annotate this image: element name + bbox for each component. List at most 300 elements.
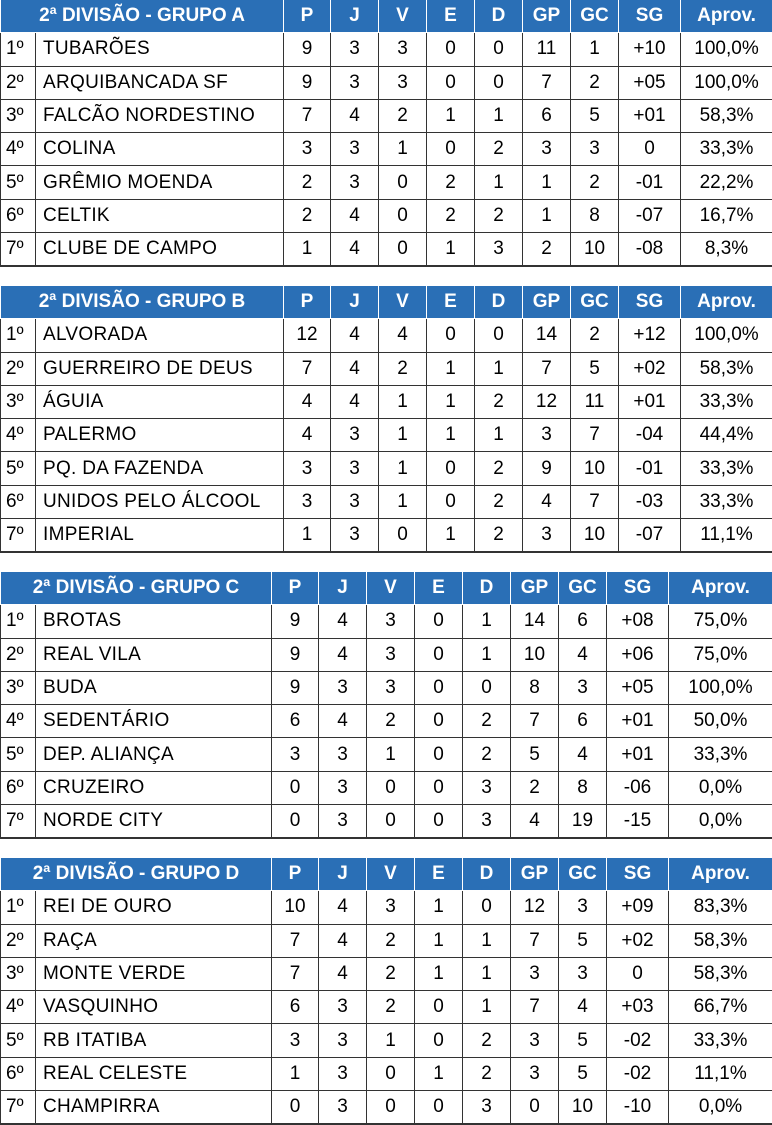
team-name-cell: REI DE OURO bbox=[36, 891, 272, 924]
percentage-cell: 58,3% bbox=[681, 99, 772, 132]
points-cell: 9 bbox=[284, 33, 331, 66]
losses-cell: 2 bbox=[463, 1024, 511, 1057]
goals-for-cell: 8 bbox=[511, 671, 559, 704]
goals-for-cell: 1 bbox=[523, 199, 571, 232]
wins-cell: 3 bbox=[379, 66, 427, 99]
table-row bbox=[1, 319, 772, 352]
goal-diff-cell: -01 bbox=[619, 166, 681, 199]
goal-diff-cell: 0 bbox=[619, 133, 681, 166]
percentage-cell: 75,0% bbox=[669, 638, 772, 671]
losses-cell: 2 bbox=[475, 199, 523, 232]
losses-cell: 2 bbox=[463, 705, 511, 738]
wins-cell: 1 bbox=[379, 385, 427, 418]
losses-cell: 0 bbox=[463, 891, 511, 924]
position-cell: 3º bbox=[1, 385, 36, 418]
team-name-cell: UNIDOS PELO ÁLCOOL bbox=[36, 485, 284, 518]
points-cell: 7 bbox=[284, 352, 331, 385]
goals-against-cell: 19 bbox=[559, 805, 607, 839]
group-b-table-wrap bbox=[0, 286, 772, 553]
draws-cell: 1 bbox=[415, 957, 463, 990]
group-a-table-wrap bbox=[0, 0, 772, 267]
percentage-cell: 58,3% bbox=[681, 352, 772, 385]
col-header-sg: SG bbox=[619, 0, 681, 33]
goals-for-cell: 7 bbox=[523, 352, 571, 385]
goal-diff-cell: -07 bbox=[619, 199, 681, 232]
goals-against-cell: 3 bbox=[559, 891, 607, 924]
games-cell: 4 bbox=[319, 957, 367, 990]
goal-diff-cell: -01 bbox=[619, 452, 681, 485]
percentage-cell: 11,1% bbox=[669, 1057, 772, 1090]
points-cell: 9 bbox=[272, 605, 319, 638]
position-cell: 7º bbox=[1, 805, 36, 839]
games-cell: 4 bbox=[319, 705, 367, 738]
goals-for-cell: 3 bbox=[511, 957, 559, 990]
col-header-gc: GC bbox=[559, 858, 607, 891]
points-cell: 0 bbox=[272, 805, 319, 839]
points-cell: 3 bbox=[272, 738, 319, 771]
games-cell: 3 bbox=[319, 1091, 367, 1125]
draws-cell: 2 bbox=[427, 166, 475, 199]
team-name-cell: REAL CELESTE bbox=[36, 1057, 272, 1090]
goal-diff-cell: -06 bbox=[607, 771, 669, 804]
table-row bbox=[1, 671, 772, 704]
table-row bbox=[1, 771, 772, 804]
group-title: 2ª DIVISÃO - GRUPO D bbox=[1, 858, 272, 891]
table-row bbox=[1, 485, 772, 518]
points-cell: 10 bbox=[272, 891, 319, 924]
losses-cell: 2 bbox=[475, 519, 523, 553]
col-header-sg: SG bbox=[607, 572, 669, 605]
col-header-e: E bbox=[415, 858, 463, 891]
draws-cell: 1 bbox=[415, 1057, 463, 1090]
col-header-d: D bbox=[463, 572, 511, 605]
draws-cell: 0 bbox=[427, 133, 475, 166]
table-row bbox=[1, 605, 772, 638]
position-cell: 6º bbox=[1, 1057, 36, 1090]
team-name-cell: MONTE VERDE bbox=[36, 957, 272, 990]
percentage-cell: 100,0% bbox=[681, 33, 772, 66]
percentage-cell: 16,7% bbox=[681, 199, 772, 232]
games-cell: 3 bbox=[331, 66, 379, 99]
table-row bbox=[1, 1024, 772, 1057]
goal-diff-cell: -03 bbox=[619, 485, 681, 518]
draws-cell: 0 bbox=[427, 66, 475, 99]
percentage-cell: 11,1% bbox=[681, 519, 772, 553]
goals-for-cell: 7 bbox=[511, 991, 559, 1024]
col-header-p: P bbox=[284, 0, 331, 33]
table-row bbox=[1, 385, 772, 418]
games-cell: 4 bbox=[319, 924, 367, 957]
goal-diff-cell: +09 bbox=[607, 891, 669, 924]
col-header-j: J bbox=[319, 858, 367, 891]
team-name-cell: RAÇA bbox=[36, 924, 272, 957]
position-cell: 5º bbox=[1, 166, 36, 199]
losses-cell: 2 bbox=[475, 485, 523, 518]
games-cell: 3 bbox=[319, 1024, 367, 1057]
goal-diff-cell: -08 bbox=[619, 233, 681, 267]
percentage-cell: 33,3% bbox=[669, 1024, 772, 1057]
percentage-cell: 58,3% bbox=[669, 924, 772, 957]
points-cell: 7 bbox=[284, 99, 331, 132]
wins-cell: 0 bbox=[379, 233, 427, 267]
points-cell: 2 bbox=[284, 199, 331, 232]
col-header-sg: SG bbox=[619, 286, 681, 319]
games-cell: 3 bbox=[319, 805, 367, 839]
goal-diff-cell: +03 bbox=[607, 991, 669, 1024]
percentage-cell: 22,2% bbox=[681, 166, 772, 199]
wins-cell: 2 bbox=[367, 705, 415, 738]
goals-against-cell: 11 bbox=[571, 385, 619, 418]
goals-for-cell: 3 bbox=[511, 1057, 559, 1090]
wins-cell: 4 bbox=[379, 319, 427, 352]
points-cell: 7 bbox=[272, 957, 319, 990]
percentage-cell: 33,3% bbox=[681, 385, 772, 418]
position-cell: 5º bbox=[1, 1024, 36, 1057]
col-header-aprov: Aprov. bbox=[681, 0, 772, 33]
position-cell: 3º bbox=[1, 99, 36, 132]
team-name-cell: CHAMPIRRA bbox=[36, 1091, 272, 1125]
team-name-cell: RB ITATIBA bbox=[36, 1024, 272, 1057]
wins-cell: 3 bbox=[367, 891, 415, 924]
wins-cell: 1 bbox=[379, 133, 427, 166]
position-cell: 3º bbox=[1, 957, 36, 990]
goal-diff-cell: +12 bbox=[619, 319, 681, 352]
goals-against-cell: 5 bbox=[559, 1024, 607, 1057]
percentage-cell: 100,0% bbox=[669, 671, 772, 704]
col-header-d: D bbox=[475, 0, 523, 33]
goal-diff-cell: -10 bbox=[607, 1091, 669, 1125]
wins-cell: 3 bbox=[379, 33, 427, 66]
goals-against-cell: 5 bbox=[559, 924, 607, 957]
col-header-v: V bbox=[367, 572, 415, 605]
points-cell: 0 bbox=[272, 1091, 319, 1125]
losses-cell: 2 bbox=[475, 133, 523, 166]
team-name-cell: TUBARÕES bbox=[36, 33, 284, 66]
percentage-cell: 44,4% bbox=[681, 419, 772, 452]
group-title: 2ª DIVISÃO - GRUPO B bbox=[1, 286, 284, 319]
losses-cell: 1 bbox=[463, 924, 511, 957]
goals-against-cell: 8 bbox=[559, 771, 607, 804]
points-cell: 0 bbox=[272, 771, 319, 804]
losses-cell: 1 bbox=[463, 957, 511, 990]
wins-cell: 1 bbox=[367, 738, 415, 771]
goals-for-cell: 14 bbox=[523, 319, 571, 352]
col-header-gc: GC bbox=[559, 572, 607, 605]
col-header-e: E bbox=[427, 0, 475, 33]
position-cell: 7º bbox=[1, 233, 36, 267]
percentage-cell: 33,3% bbox=[669, 738, 772, 771]
table-header-row bbox=[1, 572, 772, 605]
losses-cell: 0 bbox=[463, 671, 511, 704]
wins-cell: 0 bbox=[379, 199, 427, 232]
draws-cell: 0 bbox=[415, 638, 463, 671]
games-cell: 4 bbox=[331, 199, 379, 232]
goals-for-cell: 7 bbox=[523, 66, 571, 99]
games-cell: 4 bbox=[331, 352, 379, 385]
goal-diff-cell: +01 bbox=[607, 705, 669, 738]
position-cell: 3º bbox=[1, 671, 36, 704]
games-cell: 4 bbox=[319, 605, 367, 638]
wins-cell: 2 bbox=[379, 352, 427, 385]
table-row bbox=[1, 891, 772, 924]
games-cell: 4 bbox=[331, 99, 379, 132]
goal-diff-cell: +02 bbox=[607, 924, 669, 957]
games-cell: 4 bbox=[331, 385, 379, 418]
goals-for-cell: 2 bbox=[523, 233, 571, 267]
table-row bbox=[1, 133, 772, 166]
losses-cell: 1 bbox=[475, 352, 523, 385]
points-cell: 4 bbox=[284, 385, 331, 418]
points-cell: 9 bbox=[284, 66, 331, 99]
draws-cell: 0 bbox=[415, 771, 463, 804]
percentage-cell: 8,3% bbox=[681, 233, 772, 267]
wins-cell: 2 bbox=[367, 957, 415, 990]
goals-against-cell: 3 bbox=[571, 133, 619, 166]
wins-cell: 3 bbox=[367, 671, 415, 704]
team-name-cell: GRÊMIO MOENDA bbox=[36, 166, 284, 199]
table-row bbox=[1, 638, 772, 671]
losses-cell: 1 bbox=[463, 991, 511, 1024]
position-cell: 5º bbox=[1, 452, 36, 485]
draws-cell: 0 bbox=[415, 671, 463, 704]
games-cell: 3 bbox=[331, 33, 379, 66]
goals-against-cell: 2 bbox=[571, 66, 619, 99]
percentage-cell: 83,3% bbox=[669, 891, 772, 924]
goal-diff-cell: +10 bbox=[619, 33, 681, 66]
draws-cell: 0 bbox=[415, 738, 463, 771]
games-cell: 3 bbox=[319, 738, 367, 771]
wins-cell: 0 bbox=[367, 1091, 415, 1125]
goals-against-cell: 3 bbox=[559, 671, 607, 704]
games-cell: 3 bbox=[331, 519, 379, 553]
percentage-cell: 58,3% bbox=[669, 957, 772, 990]
wins-cell: 1 bbox=[379, 419, 427, 452]
losses-cell: 3 bbox=[475, 233, 523, 267]
team-name-cell: CLUBE DE CAMPO bbox=[36, 233, 284, 267]
table-row bbox=[1, 199, 772, 232]
wins-cell: 1 bbox=[367, 1024, 415, 1057]
goals-for-cell: 3 bbox=[523, 519, 571, 553]
team-name-cell: REAL VILA bbox=[36, 638, 272, 671]
wins-cell: 3 bbox=[367, 605, 415, 638]
position-cell: 4º bbox=[1, 133, 36, 166]
goals-for-cell: 3 bbox=[523, 419, 571, 452]
goals-for-cell: 5 bbox=[511, 738, 559, 771]
team-name-cell: ÁGUIA bbox=[36, 385, 284, 418]
games-cell: 3 bbox=[319, 991, 367, 1024]
table-body bbox=[1, 33, 772, 267]
table-row bbox=[1, 1091, 772, 1125]
col-header-j: J bbox=[319, 572, 367, 605]
games-cell: 3 bbox=[331, 419, 379, 452]
goals-against-cell: 5 bbox=[571, 99, 619, 132]
games-cell: 4 bbox=[331, 319, 379, 352]
team-name-cell: GUERREIRO DE DEUS bbox=[36, 352, 284, 385]
col-header-gc: GC bbox=[571, 286, 619, 319]
losses-cell: 2 bbox=[475, 452, 523, 485]
col-header-gc: GC bbox=[571, 0, 619, 33]
draws-cell: 2 bbox=[427, 199, 475, 232]
position-cell: 5º bbox=[1, 738, 36, 771]
percentage-cell: 0,0% bbox=[669, 805, 772, 839]
percentage-cell: 33,3% bbox=[681, 485, 772, 518]
goals-against-cell: 5 bbox=[571, 352, 619, 385]
team-name-cell: COLINA bbox=[36, 133, 284, 166]
wins-cell: 0 bbox=[379, 166, 427, 199]
table-header-row bbox=[1, 0, 772, 33]
col-header-gp: GP bbox=[523, 0, 571, 33]
draws-cell: 0 bbox=[415, 991, 463, 1024]
wins-cell: 2 bbox=[367, 991, 415, 1024]
wins-cell: 0 bbox=[367, 805, 415, 839]
wins-cell: 3 bbox=[367, 638, 415, 671]
points-cell: 1 bbox=[272, 1057, 319, 1090]
percentage-cell: 33,3% bbox=[681, 133, 772, 166]
wins-cell: 2 bbox=[379, 99, 427, 132]
table-row bbox=[1, 924, 772, 957]
points-cell: 2 bbox=[284, 166, 331, 199]
goal-diff-cell: +01 bbox=[607, 738, 669, 771]
goals-against-cell: 6 bbox=[559, 705, 607, 738]
standings-table-group-c bbox=[0, 572, 772, 839]
wins-cell: 0 bbox=[379, 519, 427, 553]
losses-cell: 3 bbox=[463, 1091, 511, 1125]
wins-cell: 1 bbox=[379, 485, 427, 518]
col-header-v: V bbox=[379, 286, 427, 319]
losses-cell: 1 bbox=[475, 166, 523, 199]
table-row bbox=[1, 33, 772, 66]
position-cell: 7º bbox=[1, 1091, 36, 1125]
col-header-aprov: Aprov. bbox=[681, 286, 772, 319]
col-header-aprov: Aprov. bbox=[669, 858, 772, 891]
games-cell: 4 bbox=[331, 233, 379, 267]
table-header-row bbox=[1, 286, 772, 319]
table-body bbox=[1, 891, 772, 1125]
losses-cell: 0 bbox=[475, 66, 523, 99]
draws-cell: 1 bbox=[427, 99, 475, 132]
group-c-table-wrap bbox=[0, 572, 772, 839]
position-cell: 1º bbox=[1, 33, 36, 66]
goals-for-cell: 6 bbox=[523, 99, 571, 132]
goal-diff-cell: -02 bbox=[607, 1024, 669, 1057]
position-cell: 2º bbox=[1, 924, 36, 957]
losses-cell: 3 bbox=[463, 805, 511, 839]
position-cell: 1º bbox=[1, 891, 36, 924]
draws-cell: 0 bbox=[427, 485, 475, 518]
team-name-cell: BUDA bbox=[36, 671, 272, 704]
games-cell: 4 bbox=[319, 891, 367, 924]
goals-for-cell: 1 bbox=[523, 166, 571, 199]
col-header-v: V bbox=[367, 858, 415, 891]
col-header-e: E bbox=[415, 572, 463, 605]
goal-diff-cell: +08 bbox=[607, 605, 669, 638]
col-header-j: J bbox=[331, 0, 379, 33]
position-cell: 2º bbox=[1, 638, 36, 671]
goals-for-cell: 9 bbox=[523, 452, 571, 485]
team-name-cell: VASQUINHO bbox=[36, 991, 272, 1024]
wins-cell: 2 bbox=[367, 924, 415, 957]
col-header-gp: GP bbox=[511, 572, 559, 605]
draws-cell: 0 bbox=[427, 33, 475, 66]
losses-cell: 1 bbox=[475, 419, 523, 452]
goal-diff-cell: +01 bbox=[619, 385, 681, 418]
table-row bbox=[1, 233, 772, 267]
draws-cell: 0 bbox=[427, 452, 475, 485]
position-cell: 4º bbox=[1, 419, 36, 452]
goals-for-cell: 10 bbox=[511, 638, 559, 671]
draws-cell: 0 bbox=[415, 605, 463, 638]
table-row bbox=[1, 957, 772, 990]
draws-cell: 0 bbox=[415, 1024, 463, 1057]
games-cell: 3 bbox=[319, 771, 367, 804]
goals-for-cell: 4 bbox=[523, 485, 571, 518]
goals-against-cell: 7 bbox=[571, 419, 619, 452]
goals-for-cell: 3 bbox=[523, 133, 571, 166]
col-header-d: D bbox=[475, 286, 523, 319]
points-cell: 3 bbox=[284, 452, 331, 485]
draws-cell: 1 bbox=[415, 891, 463, 924]
table-row bbox=[1, 452, 772, 485]
points-cell: 9 bbox=[272, 638, 319, 671]
draws-cell: 0 bbox=[415, 705, 463, 738]
goal-diff-cell: -04 bbox=[619, 419, 681, 452]
goals-against-cell: 4 bbox=[559, 991, 607, 1024]
team-name-cell: BROTAS bbox=[36, 605, 272, 638]
goals-for-cell: 4 bbox=[511, 805, 559, 839]
draws-cell: 1 bbox=[427, 233, 475, 267]
percentage-cell: 75,0% bbox=[669, 605, 772, 638]
goal-diff-cell: -07 bbox=[619, 519, 681, 553]
team-name-cell: IMPERIAL bbox=[36, 519, 284, 553]
games-cell: 3 bbox=[331, 452, 379, 485]
table-body bbox=[1, 605, 772, 839]
standings-table-group-a bbox=[0, 0, 772, 267]
draws-cell: 1 bbox=[427, 352, 475, 385]
table-row bbox=[1, 352, 772, 385]
team-name-cell: FALCÃO NORDESTINO bbox=[36, 99, 284, 132]
standings-table-group-b bbox=[0, 286, 772, 553]
goals-against-cell: 6 bbox=[559, 605, 607, 638]
table-row bbox=[1, 705, 772, 738]
draws-cell: 0 bbox=[415, 1091, 463, 1125]
goal-diff-cell: -02 bbox=[607, 1057, 669, 1090]
group-title: 2ª DIVISÃO - GRUPO C bbox=[1, 572, 272, 605]
losses-cell: 2 bbox=[463, 1057, 511, 1090]
goal-diff-cell: 0 bbox=[607, 957, 669, 990]
wins-cell: 1 bbox=[379, 452, 427, 485]
games-cell: 3 bbox=[331, 166, 379, 199]
group-title: 2ª DIVISÃO - GRUPO A bbox=[1, 0, 284, 33]
standings-table-group-d bbox=[0, 858, 772, 1125]
col-header-p: P bbox=[272, 572, 319, 605]
goal-diff-cell: +02 bbox=[619, 352, 681, 385]
losses-cell: 0 bbox=[475, 319, 523, 352]
team-name-cell: NORDE CITY bbox=[36, 805, 272, 839]
goals-against-cell: 10 bbox=[571, 233, 619, 267]
goals-against-cell: 2 bbox=[571, 166, 619, 199]
losses-cell: 1 bbox=[475, 99, 523, 132]
position-cell: 2º bbox=[1, 66, 36, 99]
goals-for-cell: 11 bbox=[523, 33, 571, 66]
losses-cell: 1 bbox=[463, 605, 511, 638]
goals-against-cell: 10 bbox=[559, 1091, 607, 1125]
col-header-v: V bbox=[379, 0, 427, 33]
draws-cell: 0 bbox=[427, 319, 475, 352]
goals-against-cell: 4 bbox=[559, 638, 607, 671]
team-name-cell: CRUZEIRO bbox=[36, 771, 272, 804]
draws-cell: 1 bbox=[415, 924, 463, 957]
col-header-aprov: Aprov. bbox=[669, 572, 772, 605]
